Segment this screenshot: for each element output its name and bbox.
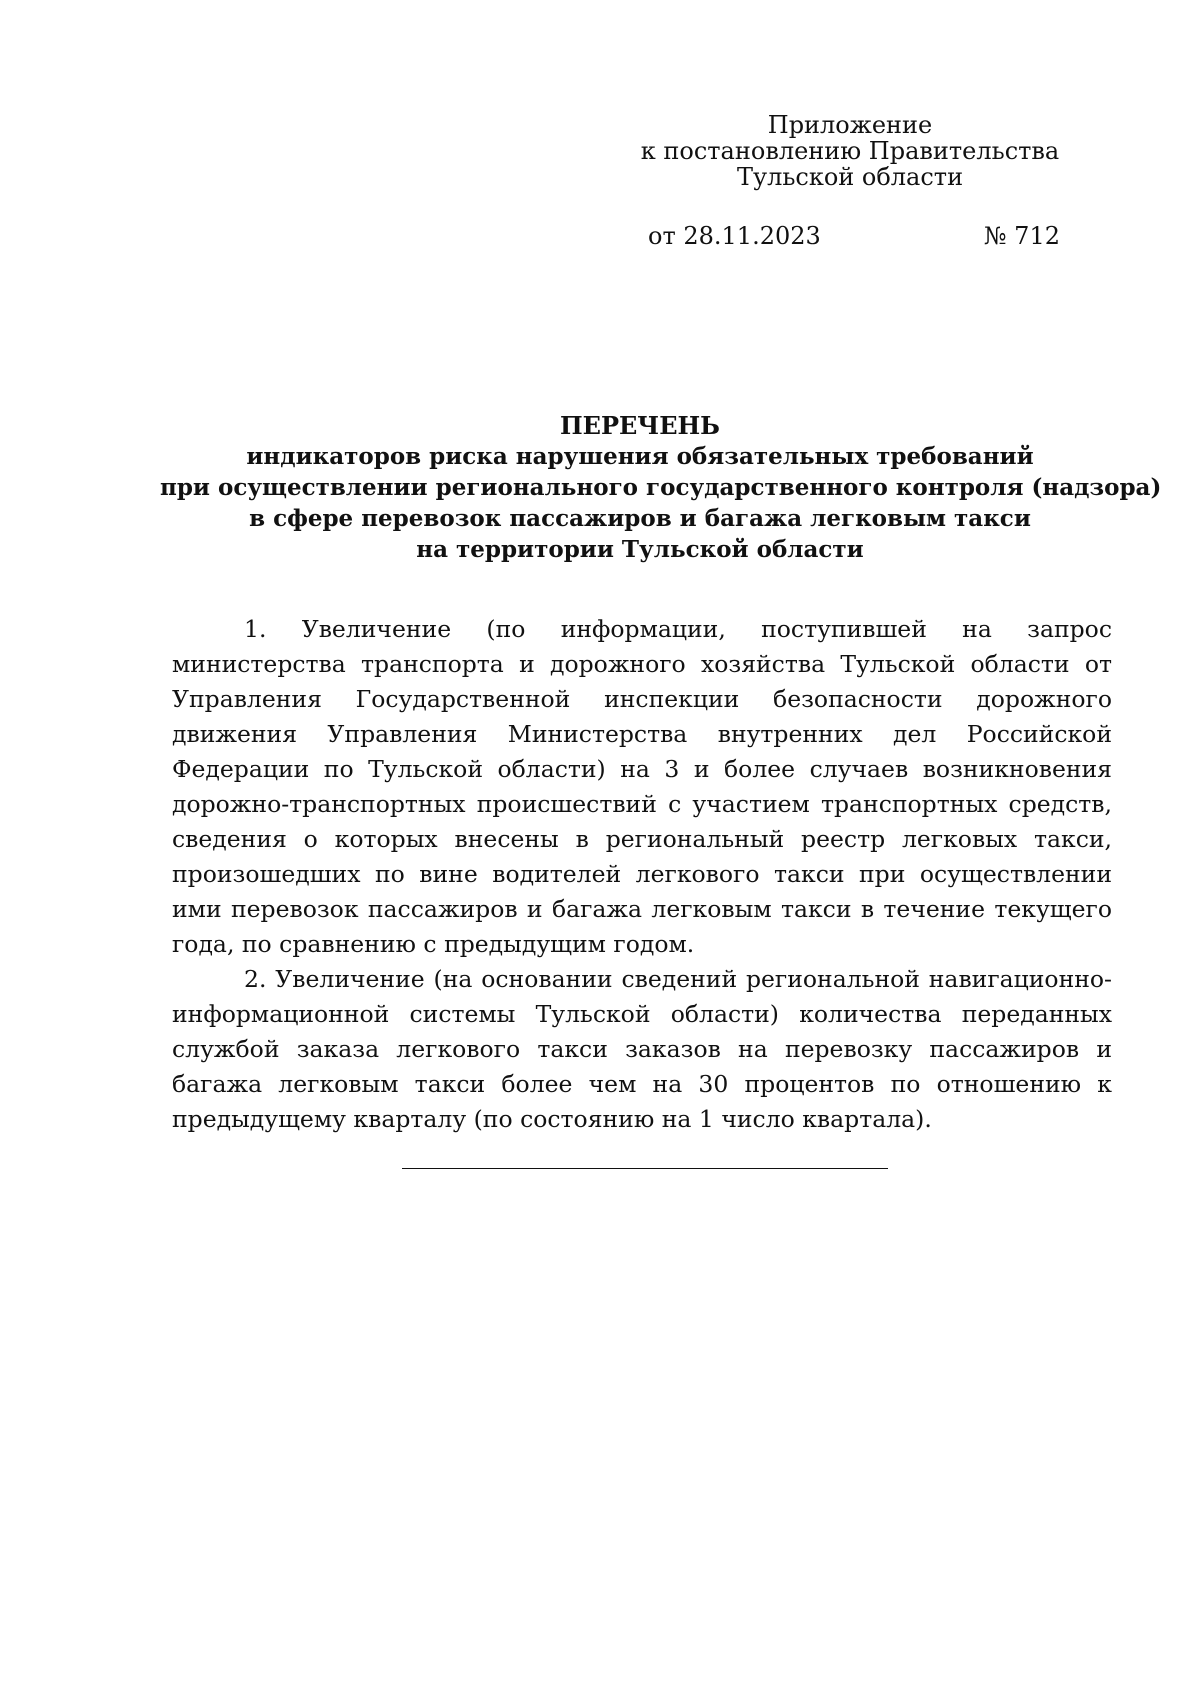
title-line-3: в сфере перевозок пассажиров и багажа легковым такси bbox=[249, 505, 1031, 532]
title-line-4: на территории Тульской области bbox=[416, 536, 864, 563]
title-main: ПЕРЕЧЕНЬ bbox=[560, 411, 720, 440]
appendix-line-1: Приложение bbox=[767, 111, 933, 139]
appendix-line-2: к постановлению Правительства bbox=[640, 137, 1060, 165]
decree-date-number bbox=[648, 222, 1060, 250]
appendix-line-3: Тульской области bbox=[736, 163, 964, 191]
appendix-header bbox=[640, 112, 1060, 190]
decree-number: № 712 bbox=[983, 222, 1060, 250]
paragraph-2: 2. Увеличение (на основании сведений региональной навигационно-информационной системы Тульской области) количества переданных службой заказа легкового такси заказов на перевозку пассажиров и багажа легковым такси более чем на 30 процентов по отношению к предыдущему кварталу (по состоянию на 1 число квартала). bbox=[172, 965, 1112, 1133]
document-body bbox=[172, 612, 1112, 1137]
title-line-1: индикаторов риска нарушения обязательных требований bbox=[246, 443, 1034, 470]
paragraph-1: 1. Увеличение (по информации, поступившей на запрос министерства транспорта и дорожного хозяйства Тульской области от Управления Государственной инспекции безопасности дорожного движения Управления Министерства внутренних дел Российской Федерации по Тульской области) на 3 и более случаев возникновения дорожно-транспортных происшествий с участием транспортных средств, сведения о которых внесены в региональный реестр легковых такси, произошедших по вине водителей легкового такси при осуществлении ими перевозок пассажиров и багажа легковым такси в течение текущего года, по сравнению с предыдущим годом. bbox=[172, 615, 1112, 958]
end-separator-line bbox=[402, 1168, 888, 1169]
title-line-2: при осуществлении регионального государственного контроля (надзора) bbox=[160, 474, 1162, 501]
decree-date: от 28.11.2023 bbox=[648, 222, 821, 250]
document-title bbox=[160, 410, 1162, 565]
